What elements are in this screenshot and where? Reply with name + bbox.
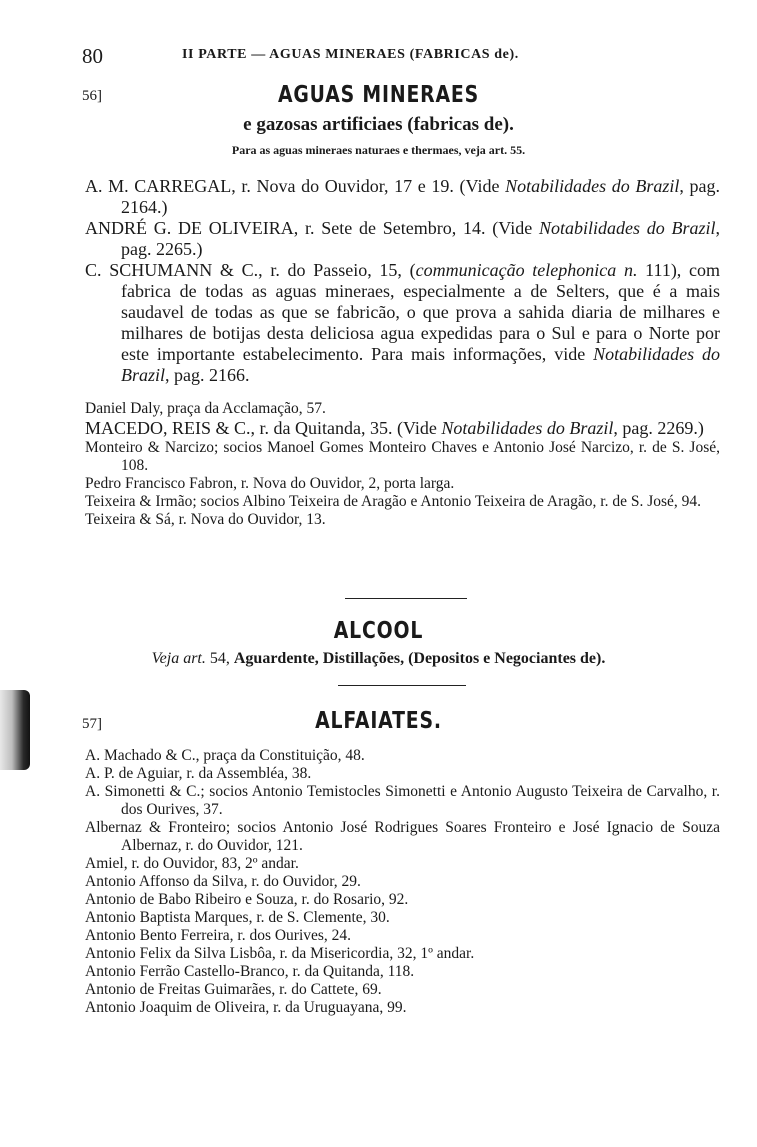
section-divider xyxy=(338,685,466,686)
aguas-entries xyxy=(85,176,720,386)
list-item: Monteiro & Narcizo; socios Manoel Gomes Monteiro Chaves e Antonio José Narcizo, r. de S. José, 108. xyxy=(85,439,720,474)
list-item: Pedro Francisco Fabron, r. Nova do Ouvidor, 2, porta larga. xyxy=(85,475,455,492)
list-item: Antonio Felix da Silva Lisbôa, r. da Misericordia, 32, 1º andar. xyxy=(85,945,475,962)
page-number: 80 xyxy=(82,44,103,68)
list-item: Antonio Baptista Marques, r. de S. Clemente, 30. xyxy=(85,909,390,926)
list-item: A. Simonetti & C.; socios Antonio Temistocles Simonetti e Antonio Augusto Teixeira de Carvalho, r. dos Ourives, 37. xyxy=(85,783,720,818)
list-item: A. P. de Aguiar, r. da Assembléa, 38. xyxy=(85,765,312,782)
article-number-56: 56] xyxy=(82,88,102,104)
section-subtitle: e gazosas artificiaes (fabricas de). xyxy=(243,114,514,135)
section-note: Para as aguas mineraes naturaes e thermaes, veja art. 55. xyxy=(231,143,526,157)
scan-edge-mark xyxy=(0,690,30,770)
list-item: Antonio Bento Ferreira, r. dos Ourives, 24. xyxy=(85,927,352,944)
list-item: Antonio Joaquim de Oliveira, r. da Uruguayana, 99. xyxy=(85,999,407,1016)
list-item: A. Machado & C., praça da Constituição, 48. xyxy=(85,747,365,764)
section-title-alcool: ALCOOL xyxy=(333,618,424,644)
list-item: Amiel, r. do Ouvidor, 83, 2º andar. xyxy=(85,855,299,872)
running-title: II PARTE — AGUAS MINERAES (FABRICAS de). xyxy=(182,47,519,62)
list-item: Daniel Daly, praça da Acclamação, 57. xyxy=(85,400,326,417)
list-item: Antonio de Freitas Guimarães, r. do Cattete, 69. xyxy=(85,981,382,998)
article-number-57: 57] xyxy=(82,716,102,732)
list-item: Teixeira & Sá, r. Nova do Ouvidor, 13. xyxy=(85,511,326,528)
section-title-aguas-mineraes: AGUAS MINERAES xyxy=(277,82,480,108)
cross-reference: Veja art. 54, Aguardente, Distillações, (Depositos e Negociantes de). xyxy=(151,650,606,667)
list-item: C. SCHUMANN & C., r. do Passeio, 15, (communicação telephonica n. 111), com fabrica de todas as aguas mineraes, especialmente a de Selters, que é a mais saudavel de todas as que se fabricão, o que prova a sahida diaria de milhares e milhares de botijas desta deliciosa agua expedidas para o Sul e para o Norte por este importante estabelecimento. Para mais informações, vide Notabilidades do Brazil, pag. 2166. xyxy=(85,260,720,385)
aguas-entries-small xyxy=(85,400,720,529)
list-item: Albernaz & Fronteiro; socios Antonio José Rodrigues Soares Fronteiro e José Ignacio de Souza Albernaz, r. do Ouvidor, 121. xyxy=(85,819,720,854)
list-item: ANDRÉ G. DE OLIVEIRA, r. Sete de Setembro, 14. (Vide Notabilidades do Brazil, pag. 2265.) xyxy=(85,218,721,259)
section-divider xyxy=(345,598,467,599)
list-item: Antonio Affonso da Silva, r. do Ouvidor, 29. xyxy=(85,873,361,890)
running-head xyxy=(82,44,722,68)
alfaiates-entries xyxy=(85,747,720,1017)
list-item: Antonio de Babo Ribeiro e Souza, r. do Rosario, 92. xyxy=(85,891,409,908)
list-item: Antonio Ferrão Castello-Branco, r. da Quitanda, 118. xyxy=(85,963,415,980)
list-item: A. M. CARREGAL, r. Nova do Ouvidor, 17 e 19. (Vide Notabilidades do Brazil, pag. 2164.) xyxy=(85,176,720,217)
section-title-alfaiates: ALFAIATES. xyxy=(315,708,442,734)
list-item: MACEDO, REIS & C., r. da Quitanda, 35. (Vide Notabilidades do Brazil, pag. 2269.) xyxy=(85,418,704,438)
list-item: Teixeira & Irmão; socios Albino Teixeira de Aragão e Antonio Teixeira de Aragão, r. de S. José, 94. xyxy=(85,493,702,510)
